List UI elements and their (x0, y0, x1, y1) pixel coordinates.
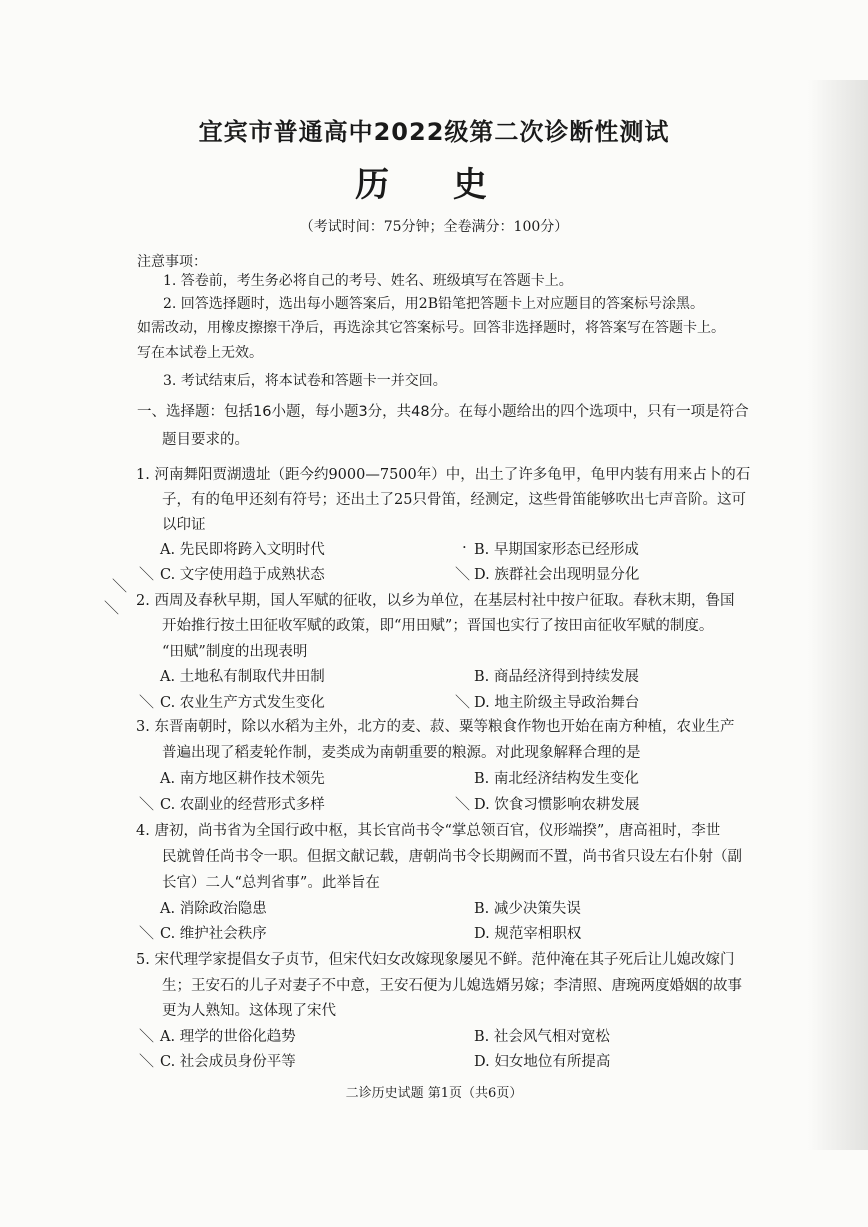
question-1-text: 子，有的龟甲还刻有符号；还出土了25只骨笛，经测定，这些骨笛能够吹出七声音阶。这可 (162, 492, 746, 508)
option-2d: D. 地主阶级主导政治舞台 (474, 695, 640, 711)
scan-shadow (808, 80, 868, 1150)
option-3d: D. 饮食习惯影响农耕发展 (474, 797, 640, 813)
option-5d: D. 妇女地位有所提高 (474, 1054, 611, 1070)
option-4b: B. 减少决策失误 (474, 901, 581, 917)
question-5-text: 更为人熟知。这体现了宋代 (162, 1003, 336, 1019)
question-2-text: 2. 西周及春秋早期，国人军赋的征收，以乡为单位，在基层村社中按户征取。春秋末期，鲁国 (136, 593, 735, 609)
question-5-text: 生；王安石的儿子对妻子不中意，王安石便为儿媳选婿另嫁；李清照、唐琬两度婚姻的故事 (162, 978, 742, 994)
pen-mark: ＼ (139, 1027, 155, 1045)
option-2a: A. 土地私有制取代井田制 (160, 669, 325, 685)
option-1a: A. 先民即将跨入文明时代 (160, 542, 325, 558)
question-5-text: 5. 宋代理学家提倡女子贞节，但宋代妇女改嫁现象屡见不鲜。范仲淹在其子死后让儿媳改嫁门 (136, 952, 735, 968)
option-4d: D. 规范宰相职权 (474, 926, 582, 942)
question-1-text: 1. 河南舞阳贾湖遗址（距今约9000—7500年）中，出土了许多龟甲，龟甲内装有用来占卜的石 (136, 467, 751, 483)
question-2-text: 开始推行按土田征收军赋的政策，即“用田赋”；晋国也实行了按田亩征收军赋的制度。 (162, 618, 714, 634)
option-4a: A. 消除政治隐患 (160, 901, 267, 917)
pen-mark: ＼ (139, 795, 155, 813)
option-1c: C. 文字使用趋于成熟状态 (160, 567, 325, 583)
option-5b: B. 社会风气相对宽松 (474, 1029, 610, 1045)
question-4-text: 民就曾任尚书令一职。但据文献记载，唐朝尚书令长期阙而不置，尚书省只设左右仆射（副 (162, 849, 742, 865)
option-2b: B. 商品经济得到持续发展 (474, 669, 639, 685)
exam-title: 宜宾市普通高中2022级第二次诊断性测试 (198, 118, 670, 146)
pen-mark: ＼ (139, 693, 155, 711)
pen-mark: · (462, 538, 467, 556)
question-3-text: 3. 东晋南朝时，除以水稻为主外，北方的麦、菽、粟等粮食作物也开始在南方种植，农业生产 (136, 719, 735, 735)
option-3b: B. 南北经济结构发生变化 (474, 771, 639, 787)
note-line: 3. 考试结束后，将本试卷和答题卡一并交回。 (163, 373, 447, 389)
option-1d: D. 族群社会出现明显分化 (474, 567, 640, 583)
pen-mark: ＼ (104, 599, 120, 617)
question-4-text: 4. 唐初，尚书省为全国行政中枢，其长官尚书令“掌总领百官，仪形端揆”，唐高祖时，李世 (136, 823, 721, 839)
exam-info: （考试时间：75分钟；全卷满分：100分） (299, 219, 569, 235)
option-3a: A. 南方地区耕作技术领先 (160, 771, 325, 787)
question-1-text: 以印证 (162, 517, 206, 533)
pen-mark: ＼ (112, 577, 128, 595)
option-2c: C. 农业生产方式发生变化 (160, 695, 325, 711)
subject-title: 历 史 (355, 165, 513, 205)
option-4c: C. 维护社会秩序 (160, 926, 267, 942)
pen-mark: ＼ (455, 693, 471, 711)
note-line: 2. 回答选择题时，选出每小题答案后，用2B铅笔把答题卡上对应题目的答案标号涂黑。 (163, 296, 705, 312)
note-line: 1. 答卷前，考生务必将自己的考号、姓名、班级填写在答题卡上。 (163, 273, 573, 289)
option-5c: C. 社会成员身份平等 (160, 1054, 296, 1070)
option-1b: B. 早期国家形态已经形成 (474, 542, 639, 558)
page-footer: 二诊历史试题 第1页（共6页） (345, 1086, 523, 1101)
section-heading: 一、选择题：包括16小题，每小题3分，共48分。在每小题给出的四个选项中，只有一项是符合 (137, 404, 749, 420)
note-line: 写在本试卷上无效。 (137, 345, 263, 361)
question-4-text: 长官）二人“总判省事”。此举旨在 (162, 875, 380, 891)
pen-mark: ＼ (139, 1052, 155, 1070)
option-5a: A. 理学的世俗化趋势 (160, 1029, 296, 1045)
section-heading-cont: 题目要求的。 (162, 432, 249, 448)
notes-heading: 注意事项： (137, 254, 207, 270)
pen-mark: ＼ (139, 565, 155, 583)
pen-mark: ＼ (455, 795, 471, 813)
option-3c: C. 农副业的经营形式多样 (160, 797, 325, 813)
question-3-text: 普遍出现了稻麦轮作制，麦类成为南朝重要的粮源。对此现象解释合理的是 (162, 745, 641, 761)
pen-mark: ＼ (139, 924, 155, 942)
question-2-text: “田赋”制度的出现表明 (162, 644, 308, 660)
pen-mark: ＼ (455, 565, 471, 583)
note-line: 如需改动，用橡皮擦擦干净后，再选涂其它答案标号。回答非选择题时，将答案写在答题卡上。 (137, 320, 725, 336)
